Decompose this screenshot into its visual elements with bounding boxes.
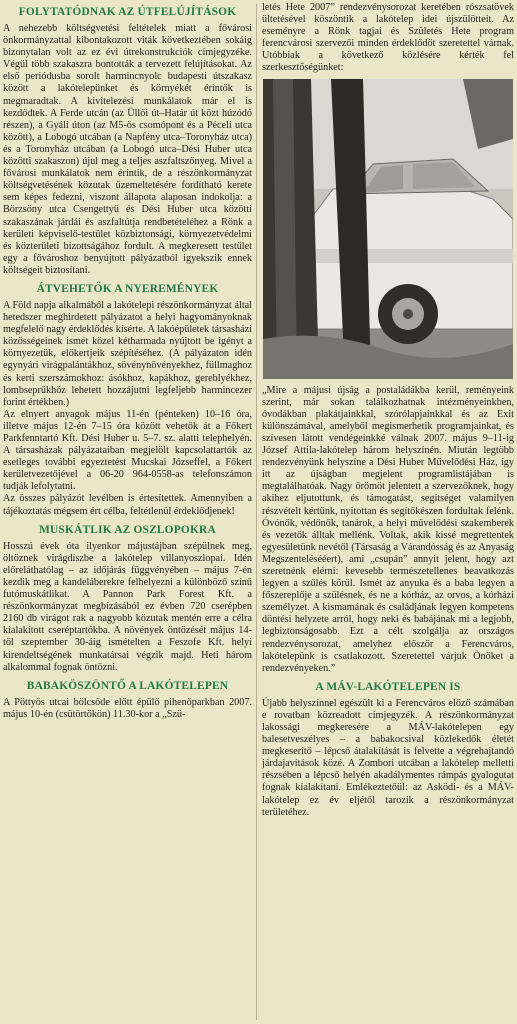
muskatlik-text: Hosszú évek óta ilyenkor májustájban szépülnek meg, öltöznek virágdíszbe a lakótelep villanyoszlopai. Idén előreláthatólag – az időjárás függvényében – május 7-én kezdik meg a kandeláberekre felhelyezni a különböző színű futómuskátlikat. A Pannon Park Forest Kft. a részönkormányzat megbízásából ez évben 720 cserépben 2160 db virágot rak a nagyobb közutak mentén erre a célra kialakított cseréptartókba. A növények öntözését május 14-től szeptember 30-áig ismételten a Feszofe Kft. helyi kirendeltségének munkatársai végzik majd. Heti három alkalommal fognak öntözni. xyxy=(3,540,252,673)
babakoszonto-quote: „Mire a májusi újság a postaládákba kerül, reményeink szerint, már sokan találkozhatnak intézményeinkben, óvodákban plakátjainkkal, szórólapjainkkal és az Exit különszámával, amelyből megismerhetik programjainkat, és szívesen látott vendégeinkké válnak 2007. május 9–11-ig József Attila-lakótelep három helyszínén. Miután legtöbb rendezvényünk helyszíne a Dési Huber Művelődési Ház, így itt az újságban megjelent programlistájában is megtalálhatóak. Nagy örömöt jelentett a szervezőknek, hogy akihez eljutottunk, és támogatást, segítséget valamilyen részvételt kértünk, nyitottan és segítőkészen fordultak felénk. Óvónők, védőnők, tanárok, a helyi művelődési szakemberek és vezetők álltak mellénk. Voltak, akik kissé megrettentek egyesületünk nevétől (Társaság a Várandósság és az Anyaság Megszentelésééert), ami „csupán” annyit jelent, hogy azt szeretnénk elérni: kevesebb természetellenes beavatkozás legyen a szülés körül. Ismét az anyuka és a baba legyen a főszereplője a szülésnek, és ne a kórház, az orvos, a kórházi személyzet. A kismamának és családjának legyen kompetens döntési helyzete arról, hogy neki és babájának mi a legjobb, legbiztonságosabb. Ezt a célt szolgálja az országos rendezvénysorozat, amelyhez először a Ferencváros, lakótelepünk is csatlakozott. Szeretettel várjuk Önöket a rendezvényeken.” xyxy=(262,384,514,674)
muskatlik-heading: MUSKÁTLIK AZ OSZLOPOKRA xyxy=(39,523,216,536)
car-and-tree-photo xyxy=(263,79,513,379)
utfelujitasok-heading: FOLYTATÓDNAK AZ ÚTFELÚJÍTÁSOK xyxy=(18,6,237,18)
babakoszonto-text-continued: letés Hete 2007” rendezvénysorozat keretében rószsatövek ültetésével köszöntik a lakótelep idei újszülötteit. Az eseményre a Rönk tagjai és Születés Hete program ferencvárosi szervezői minden érdeklődőt szeretettel várnak. Utóbbiak a következő közlésére kérték fel szerkesztőségünket: xyxy=(262,2,514,74)
right-column xyxy=(262,2,514,819)
nyeremenyek-paragraph-3: Az összes pályázót levélben is értesítettek. Amennyiben a tájékoztatás mégsem ért célba, feltétlenül érdeklődjenek! xyxy=(3,493,252,517)
mav-text: Újabb helyszínnel egészült ki a Ferencváros előző számában e rovatban közreadott címjegyzék. A részönkormányzat lakossági megkeresére a MÁV-lakótelepen egy balesetveszélyes – a babakocsival közlekedők életét megkeserítő – lépcső átalakítását is felvette a végrehajtandó járdajavítások közé. A Zombori utcában a lakótelep melletti részsében a lépcső helyén akadálymentes rámpás gyalogutat fognak kialakítani. Emlékeztetőül: az Asködi- és a MÁV-lakótelep ez év eljétől tarozik a részönkormányzat területéhez. xyxy=(262,697,514,818)
mav-heading: A MÁV-LAKÓTELEPEN IS xyxy=(315,680,461,693)
column-divider xyxy=(256,4,257,1020)
utfelujitasok-text: A nehezebb költségvetési feltételek miatt a fővárosi önkormányzattal kibontakozott viták következtében sokáig bizonytalan volt az ez évi útrekonstrukciók címjegyzéke. Végül több szakaszra bontották a tervezett felújításokat. Az első periódusba sorolt harmincnyolc budapesti útszakasz között a lakótelepünket és környékét érintők is megmaradtak. A kivitelezési munkálatok már el is kezdődtek. A Ferde utcán (az Üllői út–Határ út közt húzódó részen), a Gyáli úton (az M5-ös csomópont és a Péceli utca között), a Lobogó utcában (a Napfény utca–Toronyház utca) és a Toronyház utcában (a Lobogó utca–Dési Huber utca közötti szakaszon) újul meg a teljes aszfaltszőnyeg. Mivel a fővárosi munkálatok nem érintik, de a részönkormányzat költségvetésének közutak üzemeltetésére fordítható kerete sem képes fedezni, viszont állapota alaposan indokolja: a Börzsöny utca Csengettyű és Dési Huber utca közötti szakaszának járdái és aszfaltútja rendbetételéhez a Rönk a kerületi képviselő-testület közbiztonsági, környezetvédelmi és közterületi bizottságához fordult. A megkeresett testület egy a fővároshoz benyújtott pályázatból igyekszik ennek költségeit biztosítani. xyxy=(3,23,252,276)
babakoszonto-text-start: A Pöttyös utcai bölcsőde előtt épülő pihenőparkban 2007. május 10-én (csütörtökön) 11.30-kor a „Szü- xyxy=(3,696,252,720)
babakoszonto-heading: BABAKÖSZÖNTŐ A LAKÓTELEPEN xyxy=(26,679,229,692)
photo-illustration xyxy=(263,79,513,379)
nyeremenyek-heading: ÁTVEHETŐK A NYEREMÉNYEK xyxy=(36,282,219,295)
nyeremenyek-paragraph-2: Az elnyert anyagok május 11-én (pénteken) 10–16 óra, illetve május 12-én 7–15 óra között vehetők át a Főkert Parkfenntartó Kft. Dési Huber u. 5–7. sz. alatti telephelyén. A társasházak pályázataiban megjelölt kapcsolattartók az esetleges további egyeztetést Mucskai Józseffel, a Főkert kerületvezetőjével a 06-20 964-0558-as telefonszámon tudják lefolytatni. xyxy=(3,408,252,493)
left-column xyxy=(3,2,252,721)
nyeremenyek-paragraph-1: A Föld napja alkalmából a lakótelepi részönkormányzat által hetedszer meghirdetett pályázatot a helyi hagyományoknak megfelelő nagy érdeklődés kísérte. A lakóépületek társasházi közösségeinek ismét közel kétharmada nyújtott be igényt a környezetük, előkertjeik szépítéséhez. (A pályázaton idén egynyári virágpalántákhoz, sövénynövényekhez, füllmaghoz és kerti szerszámokhoz: ásókhoz, kapákhoz, gereblyékhez, lombseprűkhöz lehetett hozzájutni legfeljebb harmincezer forint értékben.) xyxy=(3,299,252,408)
